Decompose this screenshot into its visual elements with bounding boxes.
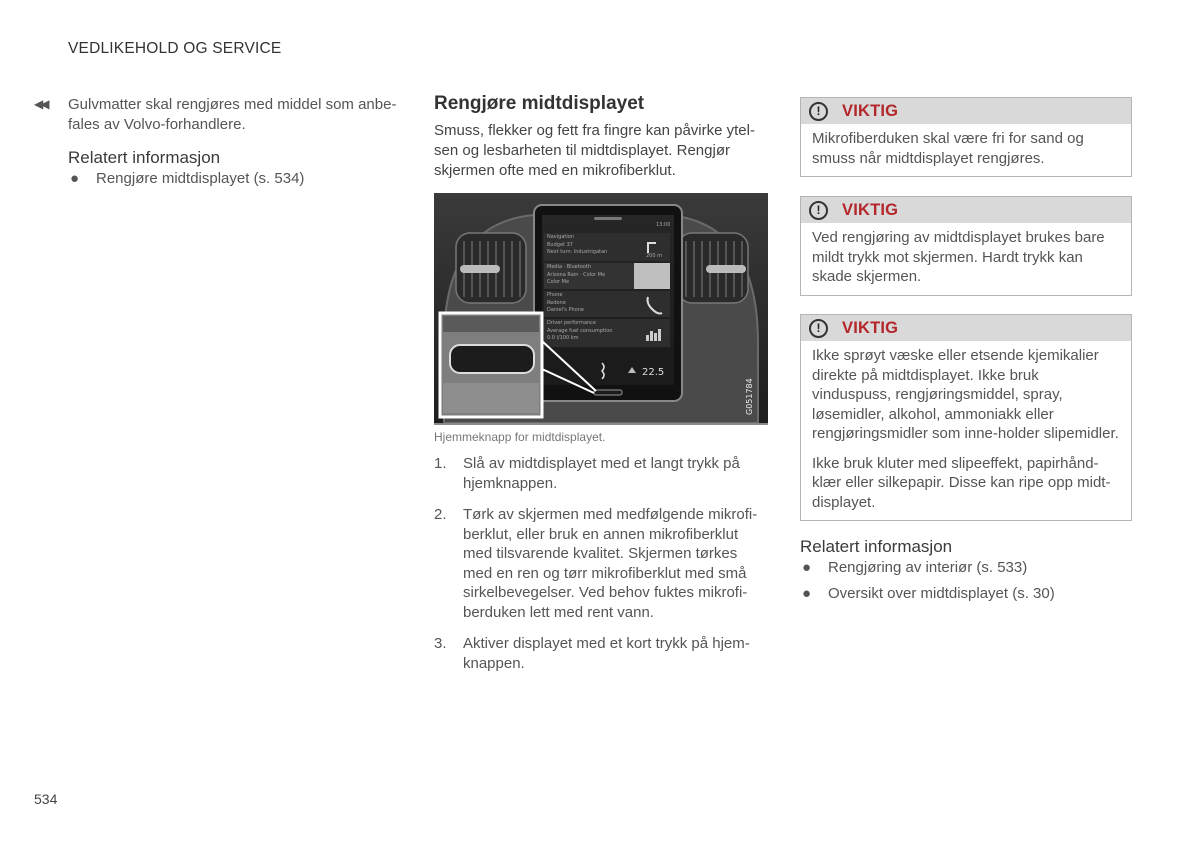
bullet-icon: ● [70,170,80,187]
steps-list [434,454,764,685]
tile-drive-line1: Average fuel consumption [547,328,613,334]
step-number: 2. [434,506,447,523]
warning-box [800,97,1132,177]
tile-phone-header: Phone [547,292,563,298]
bullet-icon: ● [802,559,812,576]
related-link-text[interactable]: Oversikt over midtdisplayet (s. 30) [828,585,1055,602]
bullet-icon: ● [802,585,812,602]
dashboard-illustration [434,193,768,423]
related-info-list-right [800,558,1130,610]
section-header: VEDLIKEHOLD OG SERVICE [68,40,282,57]
related-link[interactable] [800,584,1130,604]
tile-nav-line1: Budget 37 [547,242,573,248]
warning-header [801,315,1131,341]
warning-title: VIKTIG [842,101,899,120]
warning-body [801,341,1131,520]
warning-title: VIKTIG [842,200,899,219]
left-paragraph: Gulvmatter skal rengjøres med middel som anbe-fales av Volvo-forhandlere. [68,96,397,133]
related-info-heading-left: Relatert informasjon [68,148,221,167]
warning-box [800,196,1132,296]
warning-body [801,223,1131,295]
warning-box [800,314,1132,521]
warning-text: Ved rengjøring av midtdisplayet brukes bare mildt trykk mot skjermen. Hardt trykk kan skade skjermen. [812,229,1105,285]
tile-media-header: Media · Bluetooth [547,264,592,270]
home-button-zoom [450,345,534,373]
warning-header [801,197,1131,223]
tile-phone-line2: Daniel's Phone [547,307,584,313]
related-link-text[interactable]: Rengjøre midtdisplayet (s. 534) [96,170,305,187]
exclamation-icon: ! [809,319,828,338]
figure-code: G051784 [745,378,754,415]
warning-header [801,98,1131,124]
step-item [434,454,764,493]
warning-title: VIKTIG [842,318,899,337]
related-info-heading-right: Relatert informasjon [800,537,953,556]
tile-media-line2: Color Me [547,279,570,285]
related-link-text[interactable]: Rengjøring av interiør (s. 533) [828,559,1028,576]
tile-nav-line2: Next turn: Industrigatan [547,249,608,255]
related-info-list-left [68,169,408,195]
tile-drive-line2: 0.0 l/100 km [547,335,579,341]
warning-text: Ikke bruk kluter med slipeeffekt, papirhånd-klær eller silkepapir. Disse kan ripe opp midt-displayet. [812,454,1111,511]
exclamation-icon: ! [809,102,828,121]
continuation-arrow-icon: ◀◀ [34,97,47,111]
climate-temp: 22.5 [642,367,665,378]
tile-nav-header: Navigation [547,234,574,240]
article-intro: Smuss, flekker og fett fra fingre kan påvirke ytel-sen og lesbarheten til midtdisplayet. Rengjør skjermen ofte med en mikrofiberklut. [434,122,755,179]
page-number: 534 [34,791,58,807]
tile-nav-dist: 200 m [646,253,663,259]
center-display-figure [434,193,768,425]
step-item [434,505,764,622]
exclamation-icon: ! [809,201,828,220]
step-item [434,634,764,673]
step-number: 1. [434,455,447,472]
step-text: Slå av midtdisplayet med et langt trykk på hjemknappen. [463,455,740,492]
warning-body [801,124,1131,176]
tile-drive-header: Driver performance [547,320,596,326]
step-number: 3. [434,635,447,652]
warning-text: Mikrofiberduken skal være fri for sand og smuss når midtdisplayet rengjøres. [812,130,1084,167]
article-title: Rengjøre midtdisplayet [434,93,645,114]
related-link[interactable] [68,169,408,189]
step-text: Aktiver displayet med et kort trykk på hjem-knappen. [463,635,750,672]
step-text: Tørk av skjermen med medfølgende mikrofi-berklut, eller bruk en annen mikrofiberklut med tilsvarende kvalitet. Skjermen tørkes med en ren og tørr mikrofiberklut med små sirkelbevegelser. Ved behov fuktes mikrofi-berduken lett med rent vann. [463,506,758,621]
tile-phone-line1: Redone [547,300,566,306]
screen-time: 13:00 [656,222,671,228]
tile-media-line1: Arizona Rain · Color Me [547,272,606,278]
warning-text: Ikke sprøyt væske eller etsende kjemikalier direkte på midtdisplayet. Ikke bruk vinduspuss, rengjøringsmiddel, spray, løsemidler, alkohol, ammoniakk eller rengjøringsmidler som inne-holder slipemidler. [812,347,1119,442]
figure-caption: Hjemmeknapp for midtdisplayet. [434,430,606,444]
related-link[interactable] [800,558,1130,578]
